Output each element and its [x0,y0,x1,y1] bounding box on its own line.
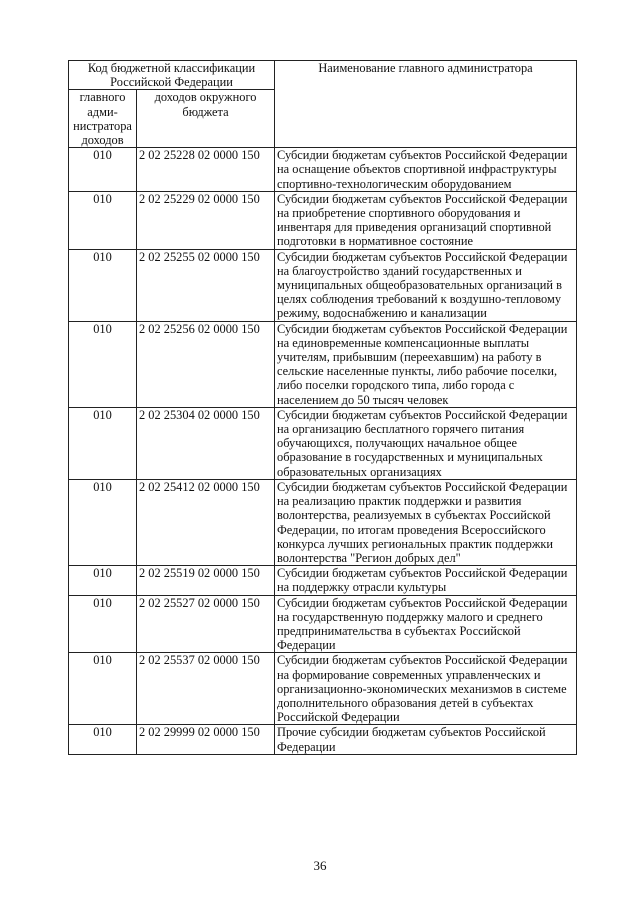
income-code-cell: 2 02 25228 02 0000 150 [137,148,275,192]
administrator-name-cell: Субсидии бюджетам субъектов Российской Федерации на приобретение спортивного оборудования и инвентаря для приведения организаций спортивной подготовки в нормативное состояние [275,191,577,249]
admin-code-cell: 010 [69,249,137,321]
administrator-name-cell: Субсидии бюджетам субъектов Российской Федерации на формирование современных управленческих и организационно-экономических механизмов в системе дополнительного образования детей в субъектах Российской Федерации [275,653,577,725]
table-row [69,148,577,192]
income-code-cell: 2 02 25519 02 0000 150 [137,566,275,595]
income-code-cell: 2 02 25537 02 0000 150 [137,653,275,725]
income-code-cell: 2 02 25255 02 0000 150 [137,249,275,321]
table-row [69,725,577,754]
admin-code-cell: 010 [69,407,137,479]
header-main-administrator: главного адми-нистратора доходов [69,90,137,148]
income-code-cell: 2 02 25304 02 0000 150 [137,407,275,479]
table-row [69,595,577,653]
administrator-name-cell: Субсидии бюджетам субъектов Российской Федерации на организацию бесплатного горячего питания обучающихся, получающих начальное общее образование в государственных и муниципальных образовательных организациях [275,407,577,479]
header-administrator-name: Наименование главного администратора [275,61,577,148]
table-row [69,479,577,565]
administrator-name-cell: Субсидии бюджетам субъектов Российской Федерации на единовременные компенсационные выплаты учителям, прибывшим (переехавшим) на работу в сельские населенные пункты, либо рабочие поселки, либо поселки городского типа, либо города с населением до 50 тысяч человек [275,321,577,407]
admin-code-cell: 010 [69,595,137,653]
admin-code-cell: 010 [69,321,137,407]
table-row [69,249,577,321]
table-row [69,653,577,725]
administrator-name-cell: Субсидии бюджетам субъектов Российской Федерации на поддержку отрасли культуры [275,566,577,595]
admin-code-cell: 010 [69,479,137,565]
table-row [69,566,577,595]
budget-classification-table [68,60,577,755]
admin-code-cell: 010 [69,148,137,192]
income-code-cell: 2 02 25412 02 0000 150 [137,479,275,565]
table-row [69,321,577,407]
administrator-name-cell: Субсидии бюджетам субъектов Российской Федерации на государственную поддержку малого и среднего предпринимательства в субъектах Российской Федерации [275,595,577,653]
income-code-cell: 2 02 29999 02 0000 150 [137,725,275,754]
administrator-name-cell: Субсидии бюджетам субъектов Российской Федерации на благоустройство зданий государственных и муниципальных общеобразовательных организаций в целях соблюдения требований к воздушно-тепловому режиму, водоснабжению и канализации [275,249,577,321]
administrator-name-cell: Прочие субсидии бюджетам субъектов Российской Федерации [275,725,577,754]
header-district-budget-income: доходов окружного бюджета [137,90,275,148]
admin-code-cell: 010 [69,725,137,754]
header-row-top [69,61,577,90]
administrator-name-cell: Субсидии бюджетам субъектов Российской Федерации на реализацию практик поддержки и развития волонтерства, реализуемых в субъектах Российской Федерации, по итогам проведения Всероссийского конкурса лучших региональных практик поддержки волонтерства "Регион добрых дел" [275,479,577,565]
income-code-cell: 2 02 25229 02 0000 150 [137,191,275,249]
income-code-cell: 2 02 25256 02 0000 150 [137,321,275,407]
page-number: 36 [313,858,327,873]
table-row [69,407,577,479]
header-budget-code-group: Код бюджетной классификации Российской Федерации [69,61,275,90]
admin-code-cell: 010 [69,191,137,249]
table-row [69,191,577,249]
administrator-name-cell: Субсидии бюджетам субъектов Российской Федерации на оснащение объектов спортивной инфраструктуры спортивно-технологическим оборудованием [275,148,577,192]
admin-code-cell: 010 [69,653,137,725]
income-code-cell: 2 02 25527 02 0000 150 [137,595,275,653]
admin-code-cell: 010 [69,566,137,595]
